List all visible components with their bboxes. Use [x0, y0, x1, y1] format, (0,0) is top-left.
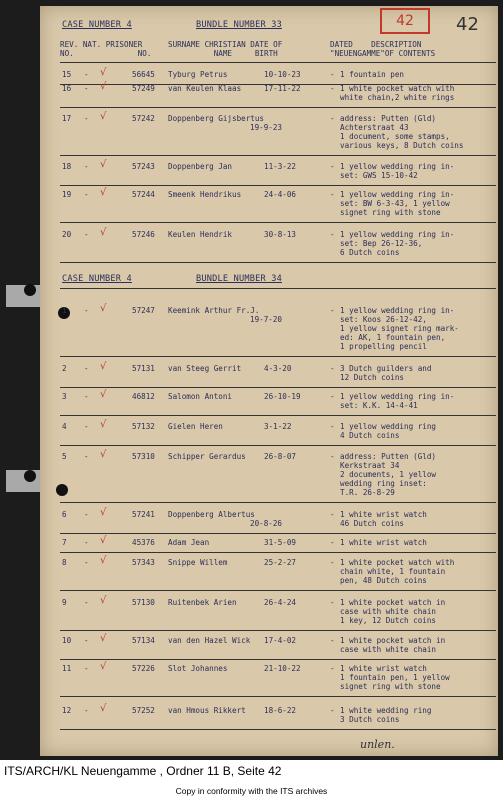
- prisoner-number: 57134: [132, 636, 155, 645]
- rev-number: 11: [62, 664, 72, 673]
- column-header-name-birth: SURNAME CHRISTIAN DATE OF NAME BIRTH: [168, 40, 283, 58]
- bundle-number-heading-2: BUNDLE NUMBER 34: [196, 274, 282, 284]
- separator-dash: -: [330, 664, 335, 673]
- separator-dash: -: [330, 84, 335, 93]
- prisoner-number: 57249: [132, 84, 155, 93]
- nat-dash: -: [84, 84, 89, 93]
- row-rule: [60, 262, 496, 263]
- prisoner-name: Salomon Antoni: [168, 392, 233, 401]
- date-of-birth: 19-9-23: [250, 123, 283, 132]
- date-of-birth: 11-3-22: [264, 162, 297, 171]
- column-header-rev-prisoner: REV. NAT. PRISONER NO. NO.: [60, 40, 152, 58]
- contents-description: address: Putten (Gld) Achterstraat 43 1 document, some stamps, various keys, 8 Dutch coins: [340, 114, 464, 150]
- contents-description: 1 white pocket watch in case with white chain: [340, 636, 446, 654]
- nat-dash: -: [84, 422, 89, 431]
- check-mark-icon: √: [100, 81, 107, 92]
- row-rule: [60, 445, 496, 446]
- separator-dash: -: [330, 538, 335, 547]
- separator-dash: -: [330, 392, 335, 401]
- date-of-birth: 20-8-26: [250, 519, 283, 528]
- punch-hole: [24, 470, 36, 482]
- prisoner-name: Gielen Heren: [168, 422, 223, 431]
- separator-dash: -: [330, 636, 335, 645]
- rev-number: 12: [62, 706, 72, 715]
- prisoner-name: van Hmous Rikkert: [168, 706, 246, 715]
- contents-description: 1 white pocket watch with white chain,2 white rings: [340, 84, 455, 102]
- rev-number: 19: [62, 190, 72, 199]
- prisoner-name: Adam Jean: [168, 538, 210, 547]
- nat-dash: -: [84, 114, 89, 123]
- date-of-birth: 4-3-20: [264, 364, 292, 373]
- page-number-stamp: 42: [380, 8, 430, 34]
- prisoner-number: 57310: [132, 452, 155, 461]
- contents-description: 1 white wrist watch 1 fountain pen, 1 yellow signet ring with stone: [340, 664, 450, 691]
- rev-number: 5: [62, 452, 67, 461]
- prisoner-number: 57241: [132, 510, 155, 519]
- date-of-birth: 21-10-22: [264, 664, 301, 673]
- case-number-heading: CASE NUMBER 4: [62, 20, 132, 30]
- date-of-birth: 10-10-23: [264, 70, 301, 79]
- contents-description: 1 white wedding ring 3 Dutch coins: [340, 706, 432, 724]
- prisoner-name: Smeenk Hendrikus: [168, 190, 242, 199]
- separator-dash: -: [330, 510, 335, 519]
- row-rule: [60, 729, 496, 730]
- contents-description: 3 Dutch guilders and 12 Dutch coins: [340, 364, 432, 382]
- nat-dash: -: [84, 598, 89, 607]
- date-of-birth: 3-1-22: [264, 422, 292, 431]
- prisoner-number: 57243: [132, 162, 155, 171]
- check-mark-icon: √: [100, 535, 107, 546]
- prisoner-number: 46812: [132, 392, 155, 401]
- separator-dash: -: [330, 558, 335, 567]
- row-rule: [60, 502, 496, 503]
- contents-description: 1 yellow wedding ring 4 Dutch coins: [340, 422, 437, 440]
- separator-dash: -: [330, 114, 335, 123]
- page-number-corner: 42: [456, 14, 479, 35]
- separator-dash: -: [330, 706, 335, 715]
- separator-dash: -: [330, 190, 335, 199]
- separator-dash: -: [330, 598, 335, 607]
- check-mark-icon: √: [100, 111, 107, 122]
- prisoner-number: 57244: [132, 190, 155, 199]
- check-mark-icon: √: [100, 227, 107, 238]
- prisoner-name: Doppenberg Jan: [168, 162, 233, 171]
- check-mark-icon: √: [100, 661, 107, 672]
- contents-description: 1 white wrist watch 46 Dutch coins: [340, 510, 427, 528]
- nat-dash: -: [84, 452, 89, 461]
- date-of-birth: 17-4-02: [264, 636, 297, 645]
- check-mark-icon: √: [100, 507, 107, 518]
- prisoner-number: 57130: [132, 598, 155, 607]
- check-mark-icon: √: [100, 159, 107, 170]
- rev-number: 4: [62, 422, 67, 431]
- contents-description: 1 white pocket watch in case with white chain 1 key, 12 Dutch coins: [340, 598, 446, 625]
- rev-number: 7: [62, 538, 67, 547]
- prisoner-number: 56645: [132, 70, 155, 79]
- check-mark-icon: √: [100, 555, 107, 566]
- prisoner-name: Tyburg Petrus: [168, 70, 228, 79]
- rev-number: 10: [62, 636, 72, 645]
- rev-number: 8: [62, 558, 67, 567]
- prisoner-number: 57252: [132, 706, 155, 715]
- date-of-birth: 26-8-07: [264, 452, 297, 461]
- punch-hole: [24, 284, 36, 296]
- section-rule: [60, 288, 496, 289]
- prisoner-name: Doppenberg Gijsbertus: [168, 114, 265, 123]
- prisoner-number: 57247: [132, 306, 155, 315]
- signature: unlen.: [360, 738, 395, 751]
- nat-dash: -: [84, 636, 89, 645]
- prisoner-name: Snippe Willem: [168, 558, 228, 567]
- rev-number: 15: [62, 70, 72, 79]
- prisoner-name: van Keulen Klaas: [168, 84, 242, 93]
- check-mark-icon: √: [100, 303, 107, 314]
- check-mark-icon: √: [100, 595, 107, 606]
- prisoner-number: 57242: [132, 114, 155, 123]
- rev-number: 2: [62, 364, 67, 373]
- check-mark-icon: √: [100, 187, 107, 198]
- contents-description: 1 white wrist watch: [340, 538, 427, 547]
- prisoner-name: Doppenberg Albertus: [168, 510, 255, 519]
- row-rule: [60, 630, 496, 631]
- row-rule: [60, 696, 496, 697]
- rev-number: 6: [62, 510, 67, 519]
- row-rule: [60, 222, 496, 223]
- prisoner-number: 57131: [132, 364, 155, 373]
- date-of-birth: 26-4-24: [264, 598, 297, 607]
- prisoner-name: van Steeg Gerrit: [168, 364, 242, 373]
- separator-dash: -: [330, 452, 335, 461]
- bundle-number-heading: BUNDLE NUMBER 33: [196, 20, 282, 30]
- rev-number: 1: [62, 306, 67, 315]
- nat-dash: -: [84, 392, 89, 401]
- header-rule: [60, 62, 496, 63]
- date-of-birth: 17-11-22: [264, 84, 301, 93]
- separator-dash: -: [330, 230, 335, 239]
- nat-dash: -: [84, 70, 89, 79]
- prisoner-name: Keemink Arthur Fr.J.: [168, 306, 260, 315]
- rev-number: 18: [62, 162, 72, 171]
- prisoner-name: van den Hazel Wick: [168, 636, 251, 645]
- separator-dash: -: [330, 364, 335, 373]
- rev-number: 16: [62, 84, 72, 93]
- check-mark-icon: √: [100, 449, 107, 460]
- separator-dash: -: [330, 422, 335, 431]
- date-of-birth: 25-2-27: [264, 558, 297, 567]
- prisoner-number: 57132: [132, 422, 155, 431]
- separator-dash: -: [330, 162, 335, 171]
- contents-description: 1 yellow wedding ring in- set: Koos 26-12-42, 1 yellow signet ring mark- ed: AK, 1 fountain pen, 1 propelling pencil: [340, 306, 459, 351]
- contents-description: address: Putten (Gld) Kerkstraat 34 2 documents, 1 yellow wedding ring inset: T.R. 26-8-29: [340, 452, 437, 497]
- date-of-birth: 24-4-06: [264, 190, 297, 199]
- nat-dash: -: [84, 538, 89, 547]
- archive-reference: ITS/ARCH/KL Neuengamme , Ordner 11 B, Seite 42: [4, 764, 282, 778]
- prisoner-name: Slot Johannes: [168, 664, 228, 673]
- nat-dash: -: [84, 230, 89, 239]
- prisoner-number: 45376: [132, 538, 155, 547]
- archive-copy-note: Copy in conformity with the ITS archives: [175, 786, 328, 796]
- date-of-birth: 31-5-09: [264, 538, 297, 547]
- row-rule: [60, 185, 496, 186]
- row-rule: [60, 107, 496, 108]
- rev-number: 17: [62, 114, 72, 123]
- rev-number: 20: [62, 230, 72, 239]
- prisoner-number: 57246: [132, 230, 155, 239]
- nat-dash: -: [84, 190, 89, 199]
- row-rule: [60, 415, 496, 416]
- nat-dash: -: [84, 162, 89, 171]
- date-of-birth: 19-7-20: [250, 315, 283, 324]
- check-mark-icon: √: [100, 389, 107, 400]
- check-mark-icon: √: [100, 703, 107, 714]
- prisoner-number: 57226: [132, 664, 155, 673]
- prisoner-name: Ruitenbek Arien: [168, 598, 237, 607]
- check-mark-icon: √: [100, 361, 107, 372]
- check-mark-icon: √: [100, 419, 107, 430]
- punch-hole: [56, 484, 68, 496]
- contents-description: 1 yellow wedding ring in- set: BW 6-3-43, 1 yellow signet ring with stone: [340, 190, 455, 217]
- nat-dash: -: [84, 510, 89, 519]
- row-rule: [60, 590, 496, 591]
- nat-dash: -: [84, 306, 89, 315]
- date-of-birth: 18-6-22: [264, 706, 297, 715]
- row-rule: [60, 356, 496, 357]
- date-of-birth: 30-8-13: [264, 230, 297, 239]
- nat-dash: -: [84, 664, 89, 673]
- date-of-birth: 26-10-19: [264, 392, 301, 401]
- nat-dash: -: [84, 364, 89, 373]
- row-rule: [60, 552, 496, 553]
- check-mark-icon: √: [100, 67, 107, 78]
- row-rule: [60, 387, 496, 388]
- prisoner-name: Keulen Hendrik: [168, 230, 233, 239]
- case-number-heading-2: CASE NUMBER 4: [62, 274, 132, 284]
- rev-number: 9: [62, 598, 67, 607]
- separator-dash: -: [330, 70, 335, 79]
- check-mark-icon: √: [100, 633, 107, 644]
- nat-dash: -: [84, 558, 89, 567]
- row-rule: [60, 659, 496, 660]
- rev-number: 3: [62, 392, 67, 401]
- contents-description: 1 yellow wedding ring in- set: K.K. 14-4-41: [340, 392, 455, 410]
- column-header-dated-contents: DATED DESCRIPTION "NEUENGAMME"OF CONTENTS: [330, 40, 436, 58]
- nat-dash: -: [84, 706, 89, 715]
- row-rule: [60, 155, 496, 156]
- row-rule: [60, 533, 496, 534]
- contents-description: 1 white pocket watch with chain white, 1 fountain pen, 48 Dutch coins: [340, 558, 455, 585]
- prisoner-name: Schipper Gerardus: [168, 452, 246, 461]
- contents-description: 1 yellow wedding ring in- set: Bep 26-12-36, 6 Dutch coins: [340, 230, 455, 257]
- separator-dash: -: [330, 306, 335, 315]
- contents-description: 1 fountain pen: [340, 70, 405, 79]
- contents-description: 1 yellow wedding ring in- set: GWS 15-10-42: [340, 162, 455, 180]
- prisoner-number: 57343: [132, 558, 155, 567]
